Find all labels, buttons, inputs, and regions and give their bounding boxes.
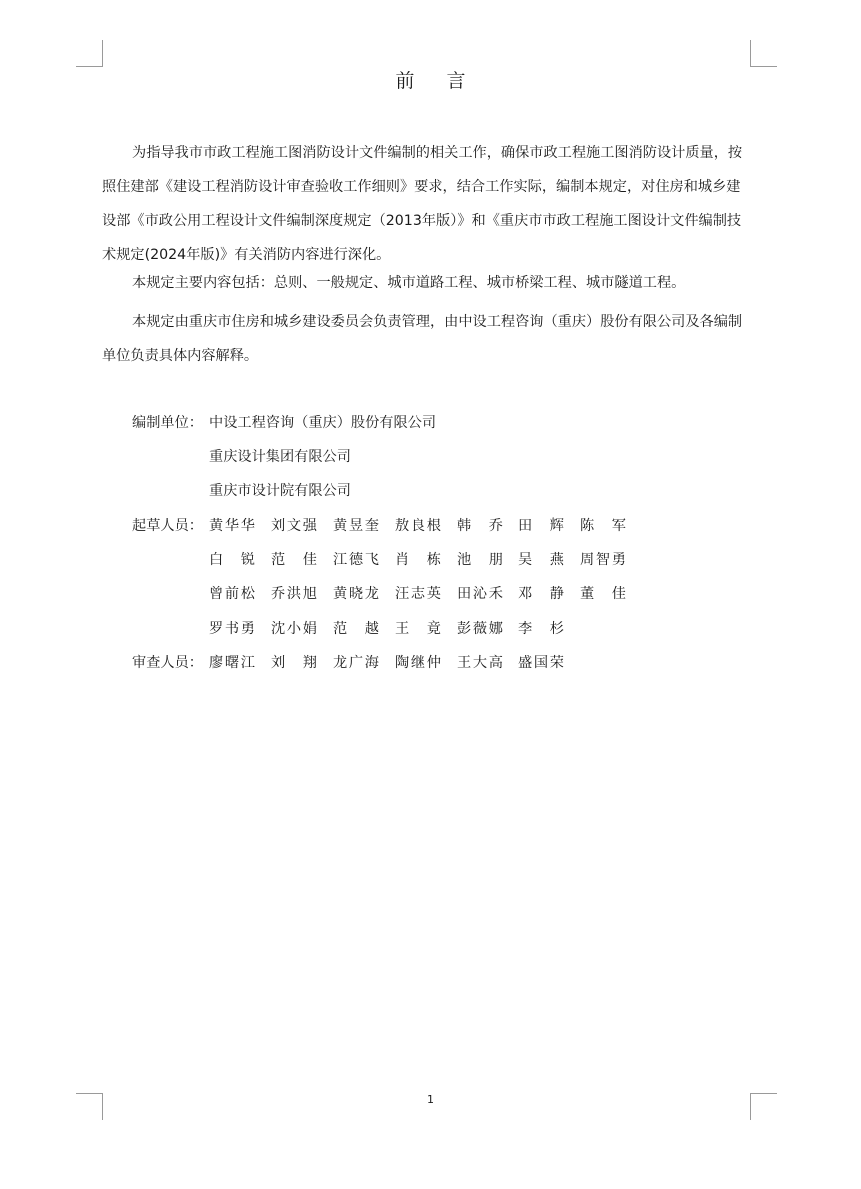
corner-mark-top-right [750,40,777,67]
paragraph-contents: 本规定主要内容包括：总则、一般规定、城市道路工程、城市桥梁工程、城市隧道工程。 [132,275,686,291]
drafter-name: 黄晓龙 [333,586,379,602]
drafter-name: 江德飞 [333,552,379,568]
drafter-name: 李杉 [518,621,564,637]
reviewer-name: 盛国荣 [518,655,564,671]
drafter-name: 白锐 [209,552,255,568]
reviewer-name: 陶继仲 [395,655,441,671]
drafter-name: 邓静 [518,586,564,602]
drafter-name: 黄昱奎 [333,518,379,534]
drafter-name: 董佳 [580,586,626,602]
drafter-name: 乔洪旭 [271,586,317,602]
editing-unit: 中设工程咨询（重庆）股份有限公司 [209,415,437,431]
drafter-name: 吴燕 [518,552,564,568]
editing-unit: 重庆设计集团有限公司 [209,449,351,465]
reviewer-name: 廖曙江 [209,655,255,671]
drafter-name: 曾前松 [209,586,255,602]
drafters-label: 起草人员： [132,518,203,534]
reviewer-name: 龙广海 [333,655,379,671]
drafter-name: 陈军 [580,518,626,534]
editing-unit: 重庆市设计院有限公司 [209,483,351,499]
page-title: 前言 [395,70,498,92]
editing-units-label: 编制单位： [132,415,203,431]
drafter-name: 敖良根 [395,518,441,534]
drafter-name: 刘文强 [271,518,317,534]
drafter-name: 范佳 [271,552,317,568]
drafter-name: 周智勇 [580,552,626,568]
drafter-name: 池朋 [457,552,503,568]
reviewers-label: 审查人员： [132,655,203,671]
drafter-name: 田沁禾 [457,586,503,602]
drafter-name: 范越 [333,621,379,637]
drafter-name: 彭薇娜 [457,621,503,637]
drafter-name: 田辉 [518,518,564,534]
drafter-name: 韩乔 [457,518,503,534]
paragraph-purpose: 为指导我市市政工程施工图消防设计文件编制的相关工作，确保市政工程施工图消防设计质量，按照住建部《建设工程消防设计审查验收工作细则》要求，结合工作实际，编制本规定，对住房和城乡建设部《市政公用工程设计文件编制深度规定（2013年版）》和《重庆市市政工程施工图设计文件编制技术规定(2024年版)》有关消防内容进行深化。 [102,145,743,263]
drafter-name: 黄华华 [209,518,255,534]
corner-mark-top-left [76,40,103,67]
drafter-name: 罗书勇 [209,621,255,637]
page-number: 1 [427,1093,434,1106]
reviewer-name: 刘翔 [271,655,317,671]
drafter-name: 沈小娟 [271,621,317,637]
paragraph-management: 本规定由重庆市住房和城乡建设委员会负责管理，由中设工程咨询（重庆）股份有限公司及各编制单位负责具体内容解释。 [102,314,743,364]
drafter-name: 王竟 [395,621,441,637]
reviewer-name: 王大高 [457,655,503,671]
drafter-name: 汪志英 [395,586,441,602]
drafter-name: 肖栋 [395,552,441,568]
